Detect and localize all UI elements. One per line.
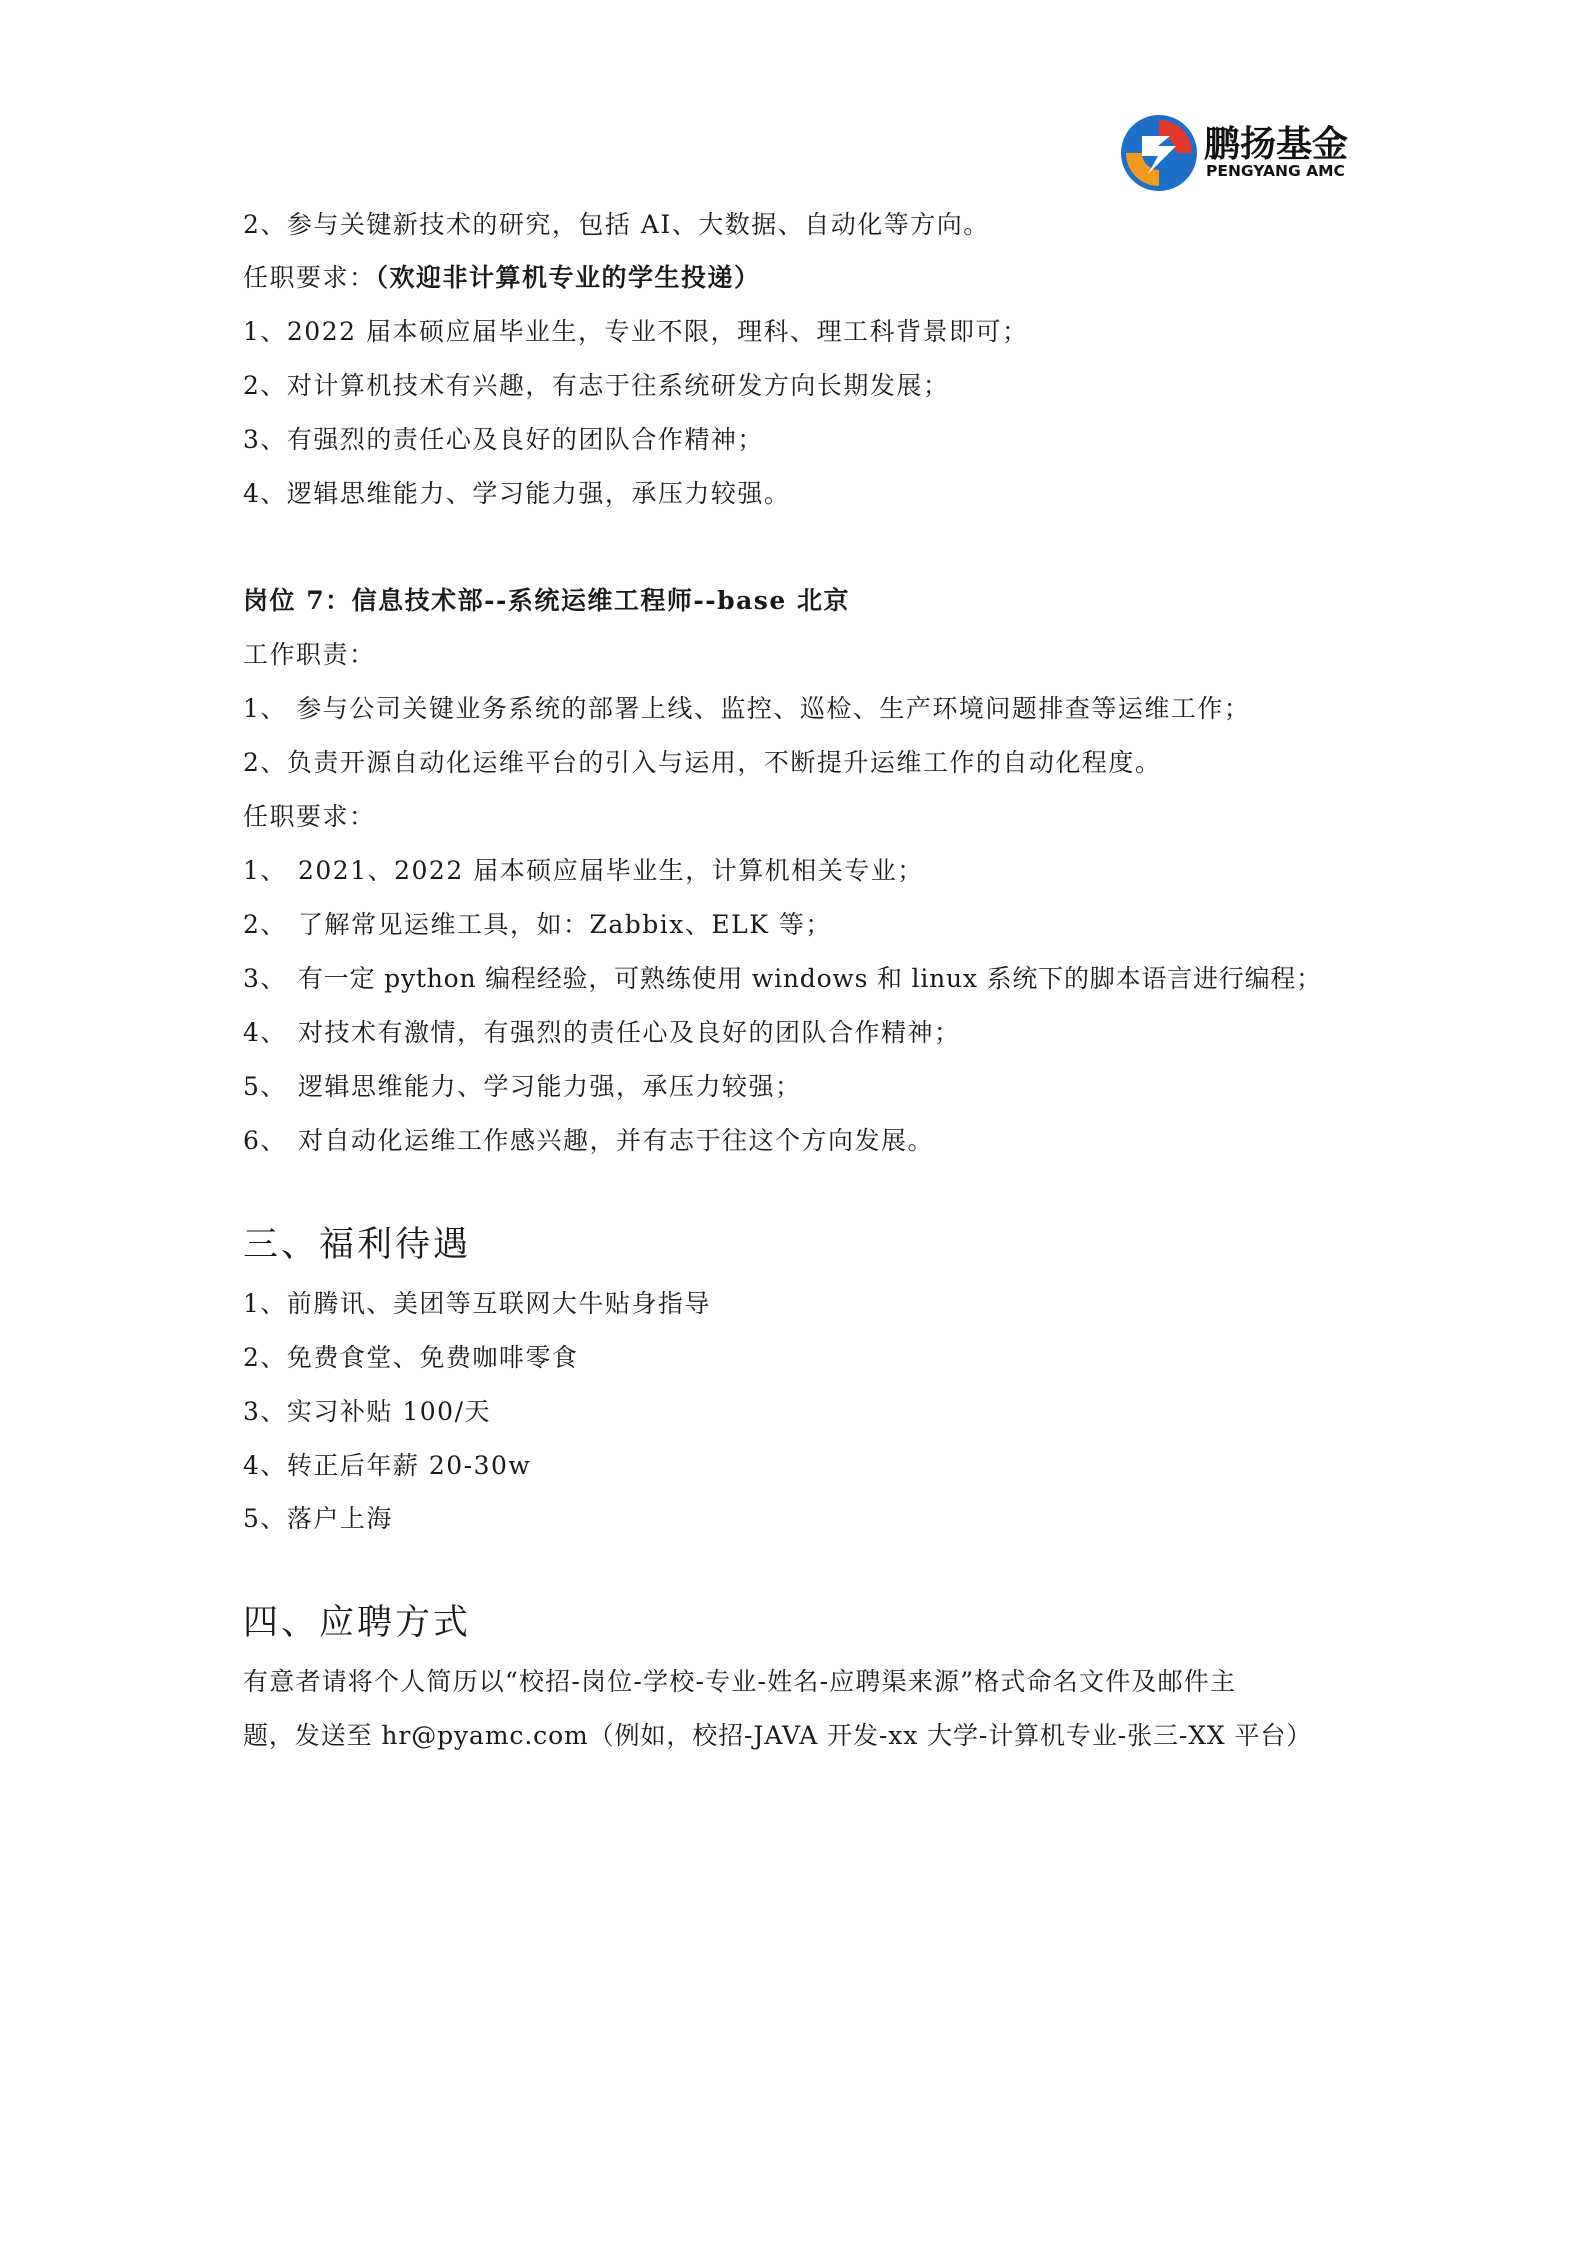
list-number: 5、 [243, 1072, 287, 1101]
list-text: 2021、2022 届本硕应届毕业生，计算机相关专业； [298, 856, 924, 885]
list-text: 对技术有激情，有强烈的责任心及良好的团队合作精神； [298, 1018, 961, 1047]
position-7-req-3 [243, 962, 1322, 996]
list-text: 逻辑思维能力、学习能力强，承压力较强； [298, 1072, 802, 1101]
pengyang-logo-icon [1118, 112, 1200, 194]
position-7-req-2 [243, 908, 832, 942]
prev-req-3: 3、有强烈的责任心及良好的团队合作精神； [243, 425, 764, 454]
prev-req-header [243, 261, 761, 295]
position-7-duties-label: 工作职责： [243, 640, 376, 669]
prev-req-4: 4、逻辑思维能力、学习能力强，承压力较强。 [243, 479, 791, 508]
benefit-item-1: 1、前腾讯、美团等互联网大牛贴身指导 [243, 1289, 711, 1318]
list-text: 有一定 python 编程经验，可熟练使用 windows 和 linux 系统下的脚本语言进行编程； [298, 964, 1322, 993]
prev-req-note: （欢迎非计算机专业的学生投递） [375, 263, 761, 292]
benefits-heading: 三、福利待遇 [243, 1225, 472, 1265]
position-7-req-6 [243, 1124, 934, 1158]
prev-duty-2: 2、参与关键新技术的研究，包括 AI、大数据、自动化等方向。 [243, 210, 990, 239]
logo-name-cn: 鹏扬基金 [1204, 124, 1349, 165]
list-number: 1、 [243, 856, 287, 885]
benefit-item-4: 4、转正后年薪 20-30w [243, 1451, 532, 1480]
benefit-item-3: 3、实习补贴 100/天 [243, 1397, 491, 1426]
position-7-req-label: 任职要求： [243, 802, 376, 831]
position-7-duty-2: 2、负责开源自动化运维平台的引入与运用，不断提升运维工作的自动化程度。 [243, 748, 1162, 777]
apply-line-1: 有意者请将个人简历以“校招-岗位-学校-专业-姓名-应聘渠来源”格式命名文件及邮件主 [243, 1667, 1237, 1696]
apply-heading: 四、应聘方式 [243, 1603, 472, 1643]
prev-req-1: 1、2022 届本硕应届毕业生，专业不限，理科、理工科背景即可； [243, 317, 1029, 346]
position-7-req-5 [243, 1070, 802, 1104]
company-logo [1118, 112, 1348, 194]
list-number: 6、 [243, 1126, 287, 1155]
logo-name-en: PENGYANG AMC [1206, 162, 1345, 180]
position-7-req-4 [243, 1016, 961, 1050]
position-7-duty-1: 1、 参与公司关键业务系统的部署上线、监控、巡检、生产环境问题排查等运维工作； [243, 694, 1251, 723]
benefit-item-5: 5、落户上海 [243, 1504, 393, 1533]
prev-req-label: 任职要求： [243, 263, 376, 292]
prev-req-2: 2、对计算机技术有兴趣，有志于往系统研发方向长期发展； [243, 371, 950, 400]
apply-line-2: 题，发送至 hr@pyamc.com（例如，校招-JAVA 开发-xx 大学-计算机专业-张三-XX 平台） [243, 1721, 1313, 1750]
benefit-item-2: 2、免费食堂、免费咖啡零食 [243, 1343, 579, 1372]
list-number: 4、 [243, 1018, 287, 1047]
list-text: 了解常见运维工具，如：Zabbix、ELK 等； [298, 910, 832, 939]
list-text: 对自动化运维工作感兴趣，并有志于往这个方向发展。 [298, 1126, 935, 1155]
list-number: 3、 [243, 964, 287, 993]
position-7-title: 岗位 7：信息技术部--系统运维工程师--base 北京 [243, 586, 850, 615]
list-number: 2、 [243, 910, 287, 939]
position-7-req-1 [243, 854, 924, 888]
